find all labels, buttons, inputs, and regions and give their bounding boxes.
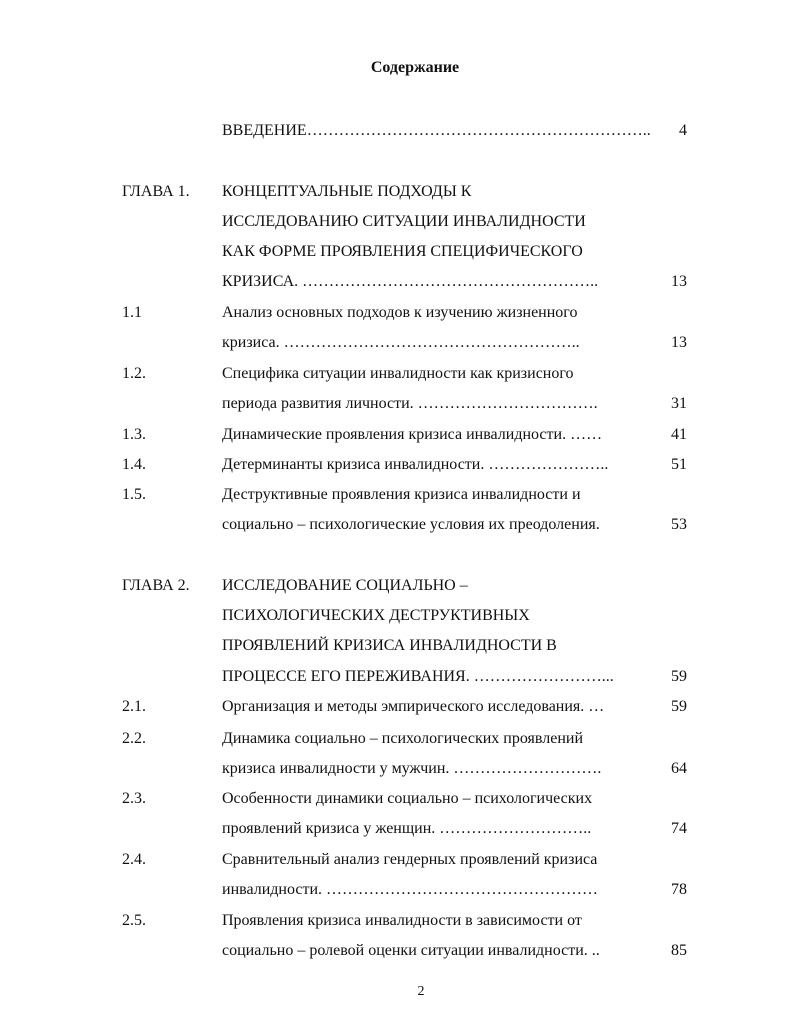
toc-entry-title: Специфика ситуации инвалидности как кризисного: [222, 365, 574, 382]
toc-entry-page: 78: [671, 881, 687, 898]
toc-entry-title: Особенности динамики социально – психологических: [222, 790, 593, 807]
toc-entry-page: 59: [671, 698, 687, 715]
toc-entry-title: ПРОЦЕССЕ ЕГО ПЕРЕЖИВАНИЯ. ……………………...: [222, 668, 614, 685]
toc-entry-title: ПСИХОЛОГИЧЕСКИХ ДЕСТРУКТИВНЫХ: [222, 607, 530, 624]
toc-entry-page: 13: [671, 273, 687, 290]
toc-entry-page: 51: [671, 456, 687, 473]
toc-entry-title: Динамика социально – психологических проявлений: [222, 730, 584, 747]
toc-entry-title: ИССЛЕДОВАНИЮ СИТУАЦИИ ИНВАЛИДНОСТИ: [222, 213, 586, 230]
toc-entry-page: 64: [671, 760, 687, 777]
toc-entry-title: проявлений кризиса у женщин. ………………………..: [222, 820, 592, 837]
toc-entry-title: Деструктивные проявления кризиса инвалидности и: [222, 486, 581, 503]
toc-entry-number: 1.1: [122, 304, 142, 321]
toc-entry-title: Организация и методы эмпирического исследования. …: [222, 698, 605, 715]
toc-entry-number: 2.1.: [122, 698, 146, 715]
page-title: Содержание: [370, 59, 460, 76]
toc-entry-page: 13: [671, 334, 687, 351]
toc-entry-number: 2.2.: [122, 730, 146, 747]
toc-entry-title: периода развития личности. …………………………….: [222, 395, 598, 412]
toc-entry-title: Динамические проявления кризиса инвалидности. ……: [222, 426, 603, 443]
toc-entry-page: 4: [679, 122, 687, 139]
toc-entry-title: ВВЕДЕНИЕ………………………………………………………..: [222, 122, 651, 139]
toc-entry-page: 59: [671, 668, 687, 685]
toc-entry-title: Сравнительный анализ гендерных проявлений кризиса: [222, 851, 598, 868]
toc-entry-number: 1.2.: [122, 365, 146, 382]
toc-entry-title: КОНЦЕПТУАЛЬНЫЕ ПОДХОДЫ К: [222, 183, 472, 200]
toc-entry-number: ГЛАВА 1.: [122, 183, 190, 200]
toc-entry-number: 1.4.: [122, 456, 146, 473]
toc-entry-page: 53: [671, 516, 687, 533]
toc-entry-title: ИССЛЕДОВАНИЕ СОЦИАЛЬНО –: [222, 577, 468, 594]
toc-entry-title: КАК ФОРМЕ ПРОЯВЛЕНИЯ СПЕЦИФИЧЕСКОГО: [222, 243, 583, 260]
toc-entry-title: Проявления кризиса инвалидности в зависимости от: [222, 912, 582, 929]
toc-entry-number: 1.5.: [122, 486, 146, 503]
toc-entry-title: ПРОЯВЛЕНИЙ КРИЗИСА ИНВАЛИДНОСТИ В: [222, 637, 557, 654]
toc-entry-title: кризиса инвалидности у мужчин. ……………………….: [222, 760, 602, 777]
toc-entry-title: социально – психологические условия их преодоления.: [222, 516, 600, 533]
toc-entry-number: 1.3.: [122, 426, 146, 443]
toc-entry-number: 2.3.: [122, 790, 146, 807]
toc-entry-page: 74: [671, 820, 687, 837]
toc-entry-title: кризиса. ………………………………………………..: [222, 334, 580, 351]
toc-entry-number: ГЛАВА 2.: [122, 577, 190, 594]
toc-entry-page: 41: [671, 426, 687, 443]
toc-entry-page: 31: [671, 395, 687, 412]
toc-entry-number: 2.5.: [122, 912, 146, 929]
toc-entry-title: Детерминанты кризиса инвалидности. …………………..: [222, 456, 609, 473]
toc-entry-title: социально – ролевой оценки ситуации инвалидности. ..: [222, 942, 600, 959]
page-number: 2: [417, 984, 425, 999]
toc-entry-number: 2.4.: [122, 851, 146, 868]
toc-entry-title: КРИЗИСА. ………………………………………………..: [222, 273, 599, 290]
toc-entry-page: 85: [671, 942, 687, 959]
toc-entry-title: инвалидности. ……………………………………………: [222, 881, 599, 898]
toc-entry-title: Анализ основных подходов к изучению жизненного: [222, 304, 578, 321]
